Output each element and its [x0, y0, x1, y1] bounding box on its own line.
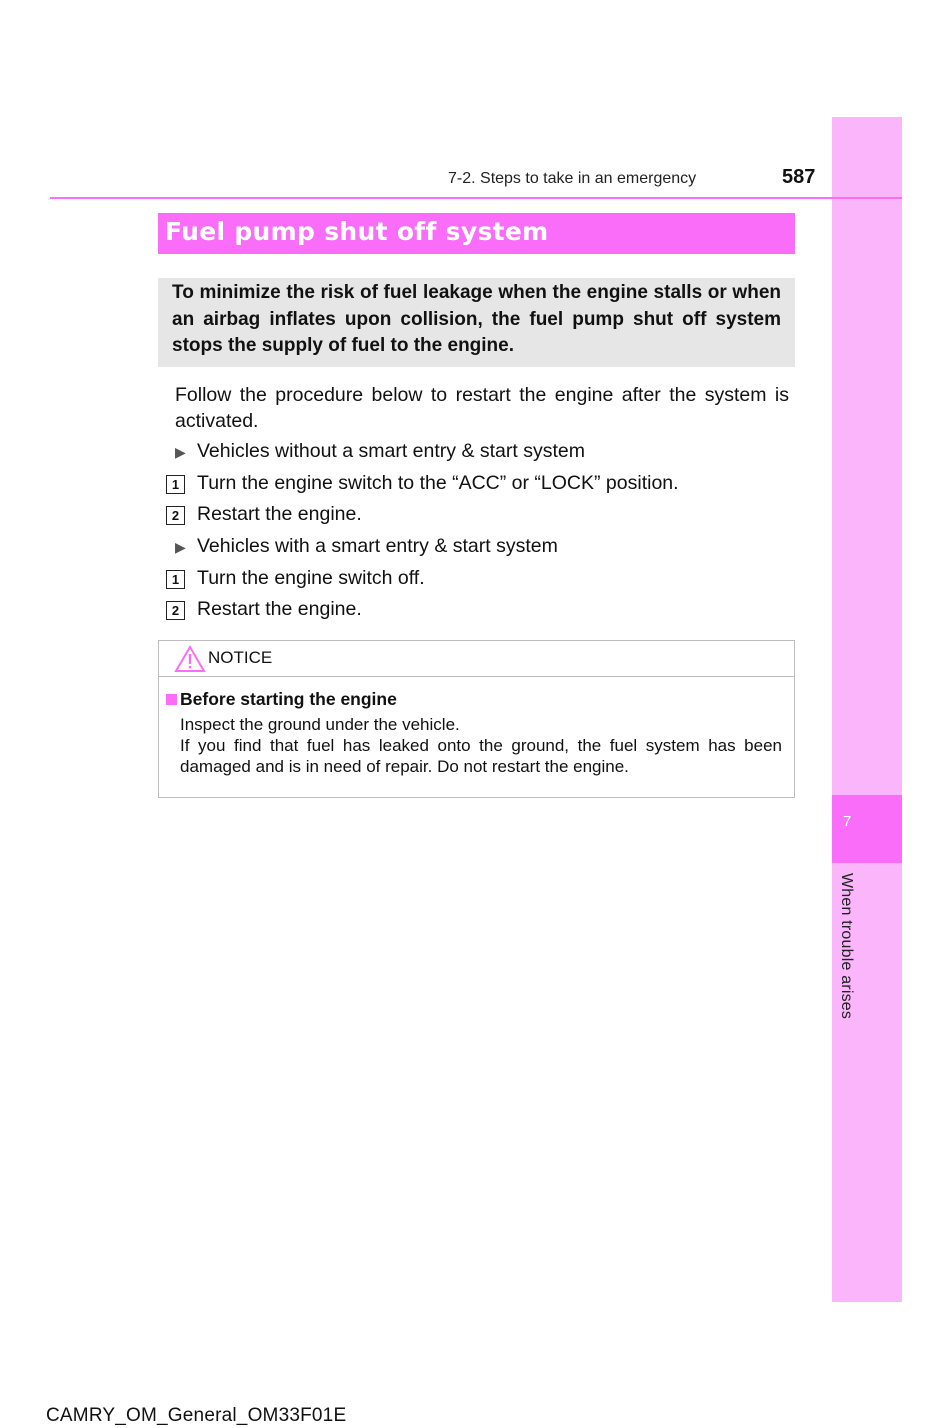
intro-text: To minimize the risk of fuel leakage when the engine stalls or when an airbag inflates upon collision, the fuel pump shut off system stops the supply of fuel to the engine. [172, 282, 781, 356]
warning-triangle-icon [174, 645, 206, 673]
chapter-side-tab [832, 117, 902, 1302]
step-number-badge: 1 [166, 475, 185, 494]
intro-box [158, 278, 795, 367]
notice-line: Inspect the ground under the vehicle. [180, 715, 460, 734]
page-title: Fuel pump shut off system [165, 217, 549, 246]
step-text: Restart the engine. [197, 598, 362, 620]
page-number: 587 [782, 166, 816, 188]
square-bullet-icon [166, 694, 177, 705]
step-number-badge: 2 [166, 601, 185, 620]
step-number-badge: 1 [166, 570, 185, 589]
title-bar [158, 213, 795, 254]
step-text: Turn the engine switch off. [197, 567, 425, 589]
group-heading: Vehicles without a smart entry & start system [197, 440, 585, 462]
notice-body [180, 714, 782, 777]
notice-box [158, 640, 795, 798]
section-label: 7-2. Steps to take in an emergency [448, 170, 697, 187]
step-text: Turn the engine switch to the “ACC” or “LOCK” position. [197, 472, 679, 494]
step-text: Restart the engine. [197, 503, 362, 525]
footer-doc-id: CAMRY_OM_General_OM33F01E [46, 1405, 347, 1426]
chapter-number: 7 [843, 813, 852, 830]
procedure-intro: Follow the procedure below to restart the engine after the system is activated. [175, 384, 789, 432]
notice-header [159, 641, 794, 677]
triangle-bullet-icon: ▶ [175, 539, 186, 555]
chapter-title: When trouble arises [838, 873, 855, 1020]
triangle-bullet-icon: ▶ [175, 444, 186, 460]
notice-label: NOTICE [208, 648, 273, 667]
header-rule [50, 197, 902, 199]
notice-subheading: Before starting the engine [180, 689, 397, 709]
step-number-badge: 2 [166, 506, 185, 525]
group-heading: Vehicles with a smart entry & start system [197, 535, 558, 557]
notice-line: If you find that fuel has leaked onto the ground, the fuel system has been damaged and is in need of repair. Do not restart the engine. [180, 736, 782, 776]
